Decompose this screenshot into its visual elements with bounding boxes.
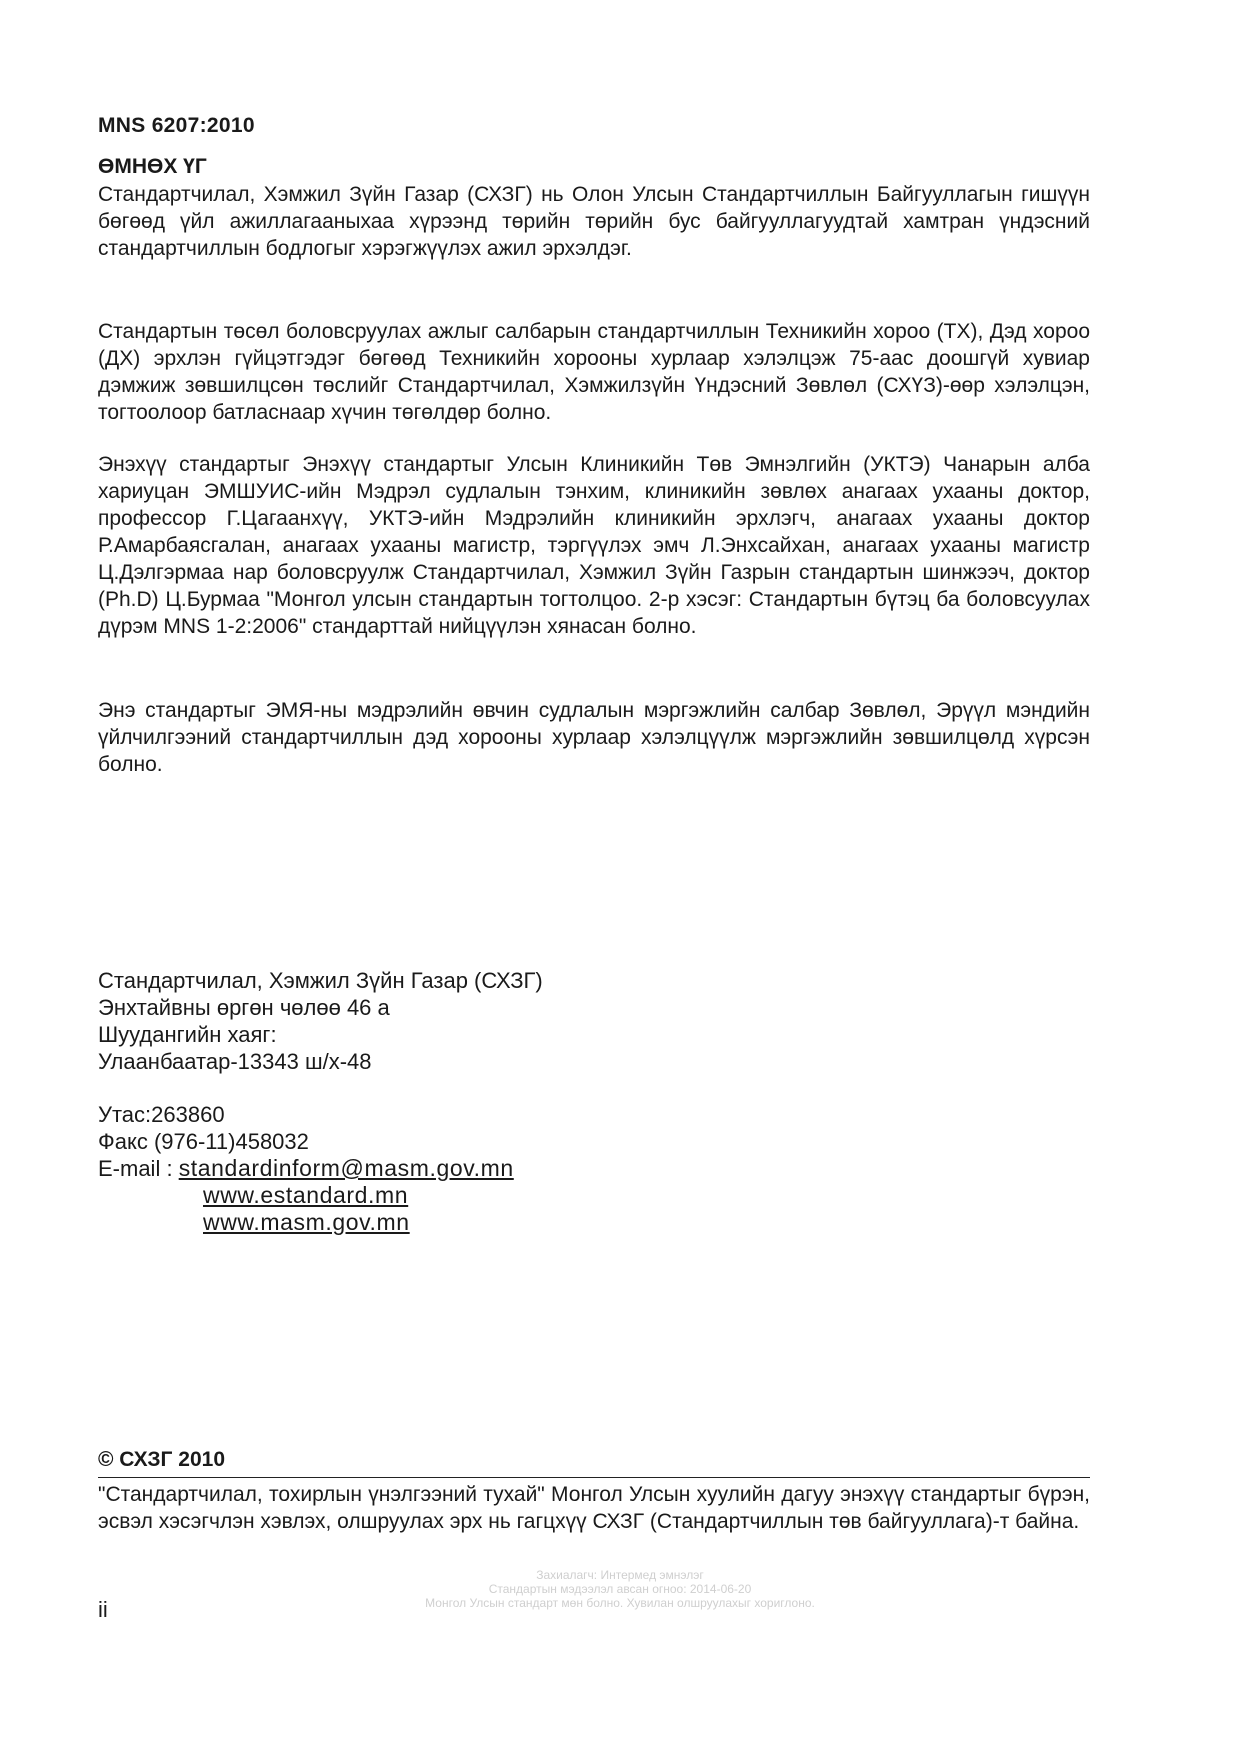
page-number: ii bbox=[98, 1597, 108, 1622]
fax-number: Факс (976-11)458032 bbox=[98, 1129, 309, 1154]
email-link[interactable]: standardinform@masm.gov.mn bbox=[178, 1155, 514, 1181]
section-title: ӨМНӨХ ҮГ bbox=[98, 155, 207, 178]
watermark-line: Стандартын мэдээлэл авсан огноо: 2014-06-20 bbox=[488, 1582, 752, 1596]
document-code: MNS 6207:2010 bbox=[98, 114, 255, 137]
address-block bbox=[98, 967, 543, 1075]
website-link-masm[interactable]: www.masm.gov.mn bbox=[203, 1209, 410, 1235]
watermark-line: Захиалагч: Интермед эмнэлэг bbox=[536, 1568, 704, 1582]
city-postal: Улаанбаатар-13343 ш/х-48 bbox=[98, 1049, 372, 1074]
email-label: E-mail : bbox=[98, 1156, 179, 1181]
contact-block bbox=[98, 1101, 514, 1236]
street-address: Энхтайвны өргөн чөлөө 46 а bbox=[98, 995, 390, 1020]
org-name: Стандартчилал, Хэмжил Зүйн Газар (СХЗГ) bbox=[98, 968, 543, 993]
mail-address-label: Шуудангийн хаяг: bbox=[98, 1022, 277, 1047]
approval-paragraph: Стандартын төсөл боловсруулах ажлыг салбарын стандартчиллын Техникийн хороо (ТХ), Дэд хороо (ДХ) эрхлэн гүйцэтгэдэг бөгөөд Техникийн хорооны хурлаар хэлэлцэж 75-аас доошгүй хувиар дэмжиж зөвшилцсөн төслийг Стандартчилал, Хэмжилзүйн Үндэсний Зөвлөл (СХҮЗ)-өөр хэлэлцэн, тогтоолоор батлаcнаар хүчин төгөлдөр болно. bbox=[98, 320, 1090, 424]
website-row-2 bbox=[98, 1209, 514, 1236]
watermark-line: Монгол Улсын стандарт мөн болно. Хувилан олшруулахыг хориглоно. bbox=[425, 1596, 815, 1610]
copyright-heading: © СХЗГ 2010 bbox=[98, 1448, 226, 1471]
website-row-1 bbox=[98, 1182, 514, 1209]
phone-number: Утас:263860 bbox=[98, 1102, 225, 1127]
email-row bbox=[98, 1155, 514, 1182]
intro-paragraph: Стандартчилал, Хэмжил Зүйн Газар (СХЗГ) нь Олон Улсын Стандартчиллын Байгууллагын гишүүн бөгөөд үйл ажиллагааныхаа хүрээнд төрийн төрийн бус байгууллагуудтай хамтран үндэсний стандартчиллын бодлогыг хэрэгжүүлэх ажил эрхэлдэг. bbox=[98, 183, 1090, 260]
review-paragraph: Энэ стандартыг ЭМЯ-ны мэдрэлийн өвчин судлалын мэргэжлийн салбар Зөвлөл, Эрүүл мэндийн үйлчилгээний стандартчиллын дэд хорооны хурлаар хэлэлцүүлж мэргэжлийн зөвшилцөлд хүрсэн болно. bbox=[98, 699, 1090, 776]
copyright-divider bbox=[98, 1477, 1090, 1478]
website-link-estandard[interactable]: www.estandard.mn bbox=[203, 1182, 409, 1208]
copyright-text: "Стандартчилал, тохирлын үнэлгээний тухай" Монгол Улсын хуулийн дагуу энэхүү стандартыг бүрэн, эсвэл хэсэгчлэн хэвлэх, олшруулах эрх нь гагцхүү СХЗГ (Стандартчиллын төв байгууллага)-т байна. bbox=[98, 1483, 1090, 1533]
watermark-stamp bbox=[360, 1568, 880, 1610]
authors-paragraph: Энэхүү стандартыг Энэхүү стандартыг Улсын Клиникийн Төв Эмнэлгийн (УКТЭ) Чанарын алба хариуцан ЭМШУИС-ийн Мэдрэл судлалын тэнхим, клиникийн зөвлөх анагаах ухааны доктор, профессор Г.Цагаанхүү, УКТЭ-ийн Мэдрэлийн клиникийн эрхлэгч, анагаах ухааны доктор Р.Амарбаясгалан, анагаах ухааны магистр, тэргүүлэх эмч Л.Энхсайхан, анагаах ухааны магистр Ц.Дэлгэрмаа нар боловсруулж Стандартчилал, Хэмжил Зүйн Газрын стандартын шинжээч, доктор (Ph.D) Ц.Бурмаа "Монгол улсын стандартын тогтолцоо. 2-р хэсэг: Стандартын бүтэц ба боловсуулах дүрэм MNS 1-2:2006" стандарттай нийцүүлэн хянасан болно. bbox=[98, 453, 1090, 638]
